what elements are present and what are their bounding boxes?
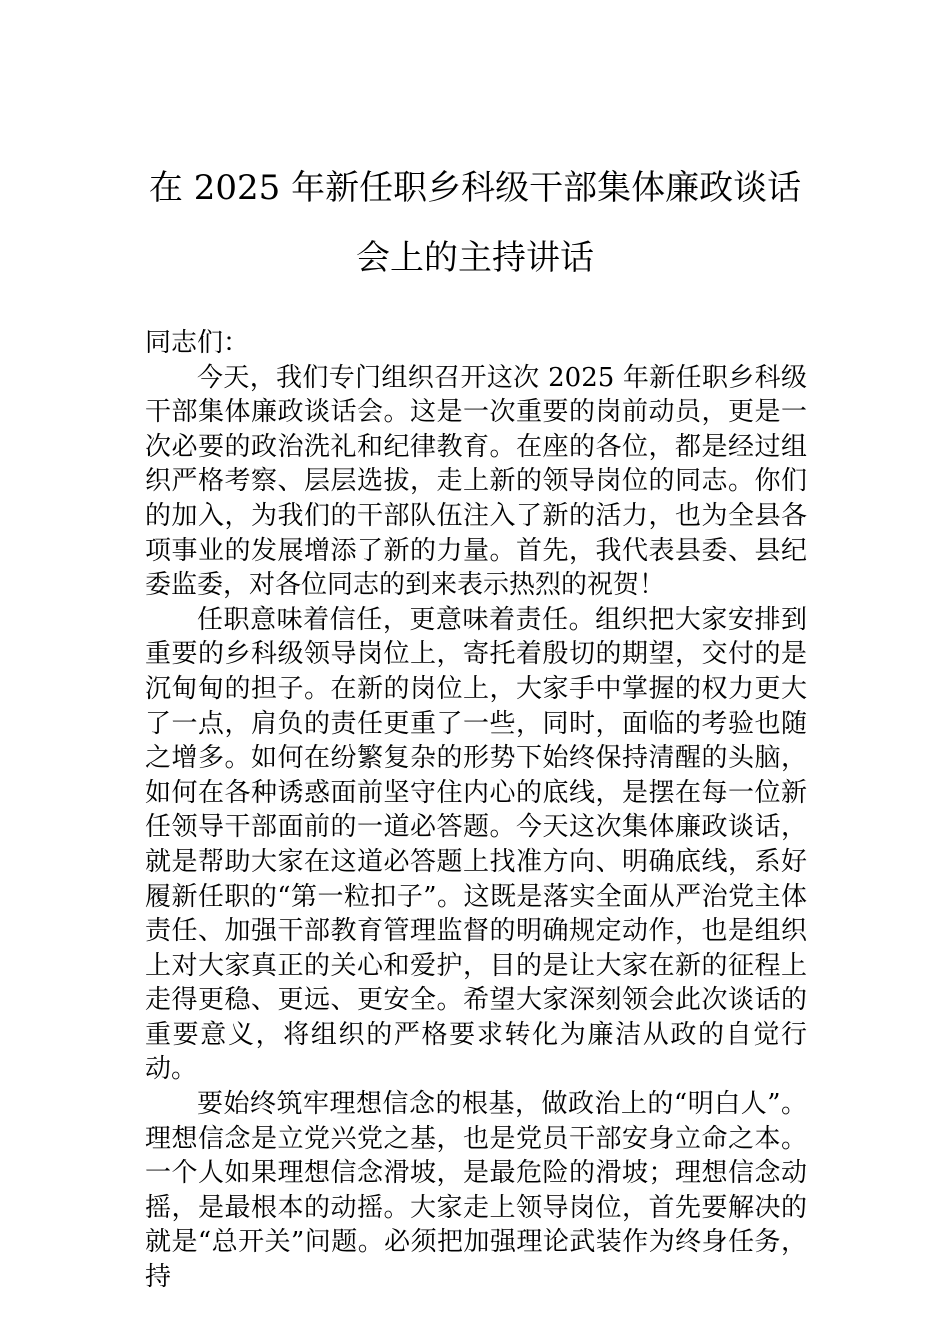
salutation: 同志们： [145, 328, 250, 358]
paragraph-3: 要始终筑牢理想信念的根基，做政治上的“明白人”。理想信念是立党兴党之基，也是党员干部安身立命之本。一个人如果理想信念滑坡，是最危险的滑坡；理想信念动摇，是最根本的动摇。大家走上领导岗位，首先要解决的就是“总开关”问题。必须把加强理论武装作为终身任务，持 [145, 1089, 807, 1293]
document-title-line-1: 在 2025 年新任职乡科级干部集体廉政谈话 [148, 168, 802, 208]
document-body [145, 326, 807, 1295]
document-title-line-2: 会上的主持讲话 [356, 238, 594, 278]
paragraph-2: 任职意味着信任，更意味着责任。组织把大家安排到重要的乡科级领导岗位上，寄托着殷切的期望，交付的是沉甸甸的担子。在新的岗位上，大家手中掌握的权力更大了一点，肩负的责任更重了一些，同时，面临的考验也随之增多。如何在纷繁复杂的形势下始终保持清醒的头脑，如何在各种诱惑面前坚守住内心的底线，是摆在每一位新任领导干部面前的一道必答题。今天这次集体廉政谈话，就是帮助大家在这道必答题上找准方向、明确底线，系好履新任职的“第一粒扣子”。这既是落实全面从严治党主体责任、加强干部教育管理监督的明确规定动作，也是组织上对大家真正的关心和爱护，目的是让大家在新的征程上走得更稳、更远、更安全。希望大家深刻领会此次谈话的重要意义，将组织的严格要求转化为廉洁从政的自觉行动。 [145, 604, 807, 1085]
paragraph-1: 今天，我们专门组织召开这次 2025 年新任职乡科级干部集体廉政谈话会。这是一次重要的岗前动员，更是一次必要的政治洗礼和纪律教育。在座的各位，都是经过组织严格考察、层层选拔，走上新的领导岗位的同志。你们的加入，为我们的干部队伍注入了新的活力，也为全县各项事业的发展增添了新的力量。首先，我代表县委、县纪委监委，对各位同志的到来表示热烈的祝贺！ [145, 362, 807, 601]
